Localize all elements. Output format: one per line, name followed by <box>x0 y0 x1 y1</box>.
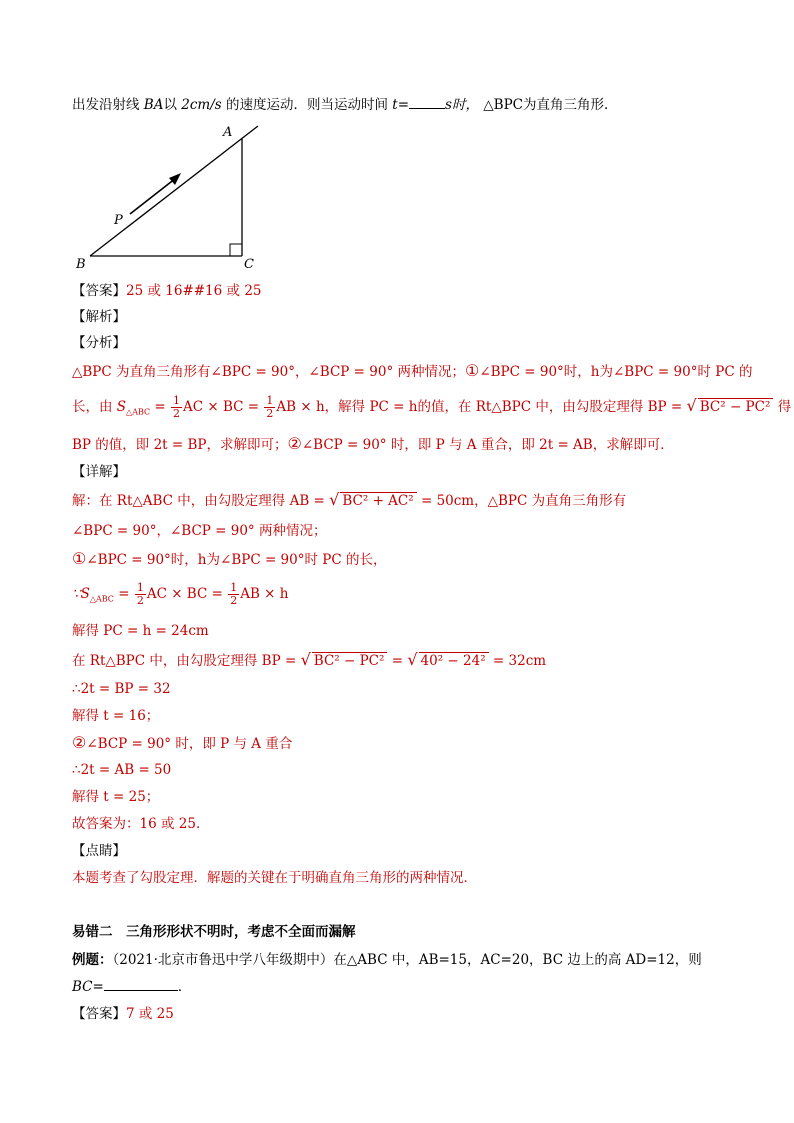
detail-line-12: 故答案为：16 或 25． <box>72 816 210 832</box>
arrow-head-icon <box>169 173 181 185</box>
xiangjie-heading: 【详解】 <box>72 464 126 480</box>
sqrt-icon: √ <box>300 650 311 669</box>
analysis-line-3: BP 的值，即 2t = BP，求解即可；②∠BCP = 90° 时，即 P 与 A 重合，即 2t = AB，求解即可． <box>72 434 674 453</box>
triangle-figure <box>72 118 282 278</box>
comment-line: 本题考查了勾股定理．解题的关键在于明确直角三角形的两种情况． <box>72 870 477 886</box>
detail-line-9: ②∠BCP = 90° 时，即 P 与 A 重合 <box>72 733 293 752</box>
label-c: C <box>244 257 254 272</box>
fenxi-heading: 【分析】 <box>72 335 126 351</box>
analysis-line-1: △BPC 为直角三角形有∠BPC = 90°，∠BCP = 90° 两种情况；①∠BPC = 90°时，h为∠BPC = 90°时 PC 的 <box>72 361 753 380</box>
detail-line-6: 在 Rt△BPC 中，由勾股定理得 BP = √ BC² − PC² = √ 40² − 24² = 32cm <box>72 650 547 669</box>
sqrt-icon: √ <box>686 396 697 415</box>
motion-arrow <box>130 178 176 214</box>
detail-line-2: ∠BPC = 90°，∠BCP = 90° 两种情况； <box>72 523 327 539</box>
answer-line: 【答案】25 或 16##16 或 25 <box>72 283 262 299</box>
detail-line-1: 解：在 Rt△ABC 中，由勾股定理得 AB = √ BC² + AC² = 50cm，△BPC 为直角三角形有 <box>72 490 627 509</box>
right-angle-mark <box>230 244 242 256</box>
detail-line-3: ①∠BPC = 90°时，h为∠BPC = 90°时 PC 的长， <box>72 549 387 568</box>
problem-statement: 出发沿射线 BA以 2cm/s 的速度运动．则当运动时间 t= s时， △BPC为直角三角形． <box>72 97 618 113</box>
detail-line-4: $\because S_{\triangle ABC}$ = $\frac{1}{2}$ AC × BC = $\frac{1}{2}$ AB × h <box>72 581 289 607</box>
detail-line-7: ∴2t = BP = 32 <box>72 681 171 697</box>
analysis-line-2: 长，由 $S_{\triangle ABC}$ = $\frac{1}{2}$ AC × BC = $\frac{1}{2}$ AB × h，解得 PC = h的值，在 Rt△BPC 中，由勾股定理得 BP = √ BC² − PC² 得 <box>72 394 792 420</box>
example-line: 例题：（2021·北京市鲁迅中学八年级期中）在△ABC 中，AB=15，AC=20，BC 边上的高 AD=12，则 <box>72 952 702 968</box>
fraction-half: $\frac{1}{2}$ <box>230 581 238 607</box>
fraction-half: $\frac{1}{2}$ <box>136 581 144 607</box>
label-p: P <box>114 213 123 228</box>
section-title: 易错二 三角形形状不明时，考虑不全面而漏解 <box>72 924 356 940</box>
detail-line-10: ∴2t = AB = 50 <box>72 762 172 778</box>
detail-line-8: 解得 t = 16； <box>72 708 160 724</box>
detail-line-11: 解得 t = 25； <box>72 789 160 805</box>
sqrt-icon: √ <box>329 490 340 509</box>
example-line-2: BC= ． <box>72 979 192 995</box>
fraction-half: $\frac{1}{2}$ <box>173 394 181 420</box>
side-ba <box>90 126 258 256</box>
label-b: B <box>76 257 86 272</box>
detail-line-5: 解得 PC = h = 24cm <box>72 623 209 639</box>
dianjing-heading: 【点睛】 <box>72 843 126 859</box>
sqrt-icon: √ <box>407 650 418 669</box>
answer-blank <box>409 108 445 109</box>
fraction-half: $\frac{1}{2}$ <box>266 394 274 420</box>
jiexi-heading: 【解析】 <box>72 309 126 325</box>
answer-blank <box>104 990 178 991</box>
label-a: A <box>223 125 233 140</box>
answer-line-2: 【答案】7 或 25 <box>72 1006 174 1022</box>
